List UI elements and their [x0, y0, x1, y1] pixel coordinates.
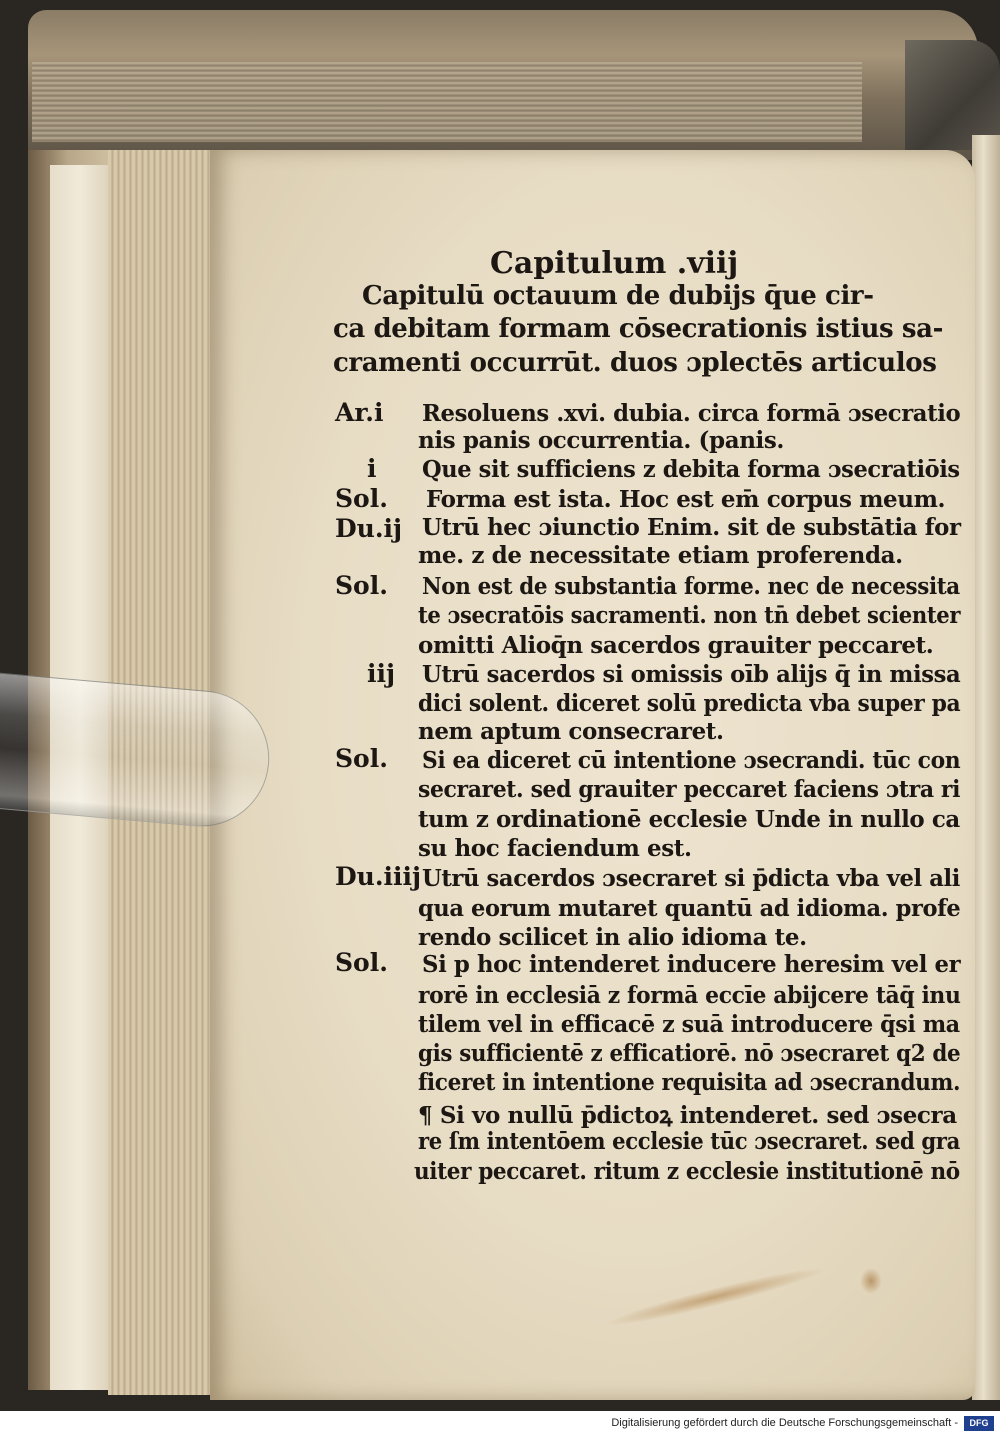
body-line: dici solent. diceret solū predicta vba super pa: [418, 690, 961, 717]
body-line: tum z ordinationē ecclesie Unde in nullo ca: [418, 806, 960, 833]
page-right-edge: [972, 135, 1000, 1400]
body-line: ¶ Si vo nullū p̄dictoꝝ intenderet. sed ɔsecra: [418, 1102, 957, 1129]
footer-bar: [0, 1411, 1000, 1439]
body-line: rorē in ecclesiā z formā eccīe abijcere tāq̄ inu: [418, 982, 961, 1009]
page-edges-top: [32, 62, 862, 142]
body-line: uiter peccaret. ritum z ecclesie institutionē nō: [414, 1158, 960, 1185]
body-line: su hoc faciendum est.: [418, 835, 692, 862]
margin-label-solution: Sol.: [335, 571, 388, 600]
body-line: Non est de substantia forme. nec de necessita: [422, 573, 960, 600]
body-line: Que sit sufficiens z debita forma ɔsecratiōis: [422, 456, 960, 483]
body-line: nis panis occurrentia. (panis.: [418, 427, 785, 454]
body-line: Resoluens .xvi. dubia. circa formā ɔsecratio: [422, 400, 961, 427]
body-line: Utrū sacerdos si omissis oīb alijs q̄ in missa: [422, 661, 961, 688]
body-line: nem aptum consecraret.: [418, 718, 724, 745]
margin-label-solution: Sol.: [335, 484, 388, 513]
body-line: re ſm intentōem ecclesie tūc ɔsecraret. sed gra: [418, 1128, 960, 1155]
margin-label-question: iij: [367, 659, 396, 688]
body-line: Si ea diceret cū intentione ɔsecrandi. tūc con: [422, 747, 961, 774]
body-line: me. z de necessitate etiam proferenda.: [418, 542, 903, 569]
body-line: omitti Alioq̄n sacerdos grauiter peccaret.: [418, 632, 934, 659]
margin-label-doubt: Du.iiij: [335, 862, 422, 891]
funding-credit: Digitalisierung gefördert durch die Deutsche Forschungsgemeinschaft -: [611, 1417, 958, 1429]
dfg-logo-icon: DFG: [964, 1416, 994, 1431]
body-line: Forma est ista. Hoc est em̄ corpus meum.: [426, 486, 946, 513]
margin-label-solution: Sol.: [335, 948, 388, 977]
body-line: te ɔsecratōis sacramenti. non tn̄ debet scienter: [418, 602, 961, 629]
body-line: gis sufficientē z efficatiorē. nō ɔsecraret q2 de: [418, 1040, 961, 1067]
page-stain: [860, 1268, 882, 1294]
body-line: Si p hoc intenderet inducere heresim vel er: [422, 951, 961, 978]
margin-label-doubt: Du.ij: [335, 514, 403, 543]
body-line: ficeret in intentione requisita ad ɔsecrandum.: [418, 1069, 961, 1096]
body-line: secraret. sed grauiter peccaret faciens ɔtra ri: [418, 776, 961, 803]
intro-line: Capitulū octauum de dubijs q̄ue cir-: [362, 281, 874, 311]
body-line: Utrū sacerdos ɔsecraret si p̄dicta vba vel ali: [422, 865, 960, 892]
margin-label-article: Ar.i: [335, 398, 384, 427]
intro-line: cramenti occurrūt. duos ɔplectēs articulos: [333, 348, 937, 378]
chapter-heading: Capitulum .viij: [490, 246, 739, 281]
body-line: tilem vel in efficacē z suā introducere q̄si ma: [418, 1011, 960, 1038]
book-cover-corner: [905, 40, 1000, 150]
body-line: qua eorum mutaret quantū ad idioma. profe: [418, 895, 961, 922]
intro-line: ca debitam formam cōsecrationis istius sa-: [333, 314, 943, 344]
body-line: rendo scilicet in alio idioma te.: [418, 924, 807, 951]
body-line: Utrū hec ɔiunctio Enim. sit de substātia for: [422, 514, 961, 541]
margin-label-question: i: [367, 454, 377, 483]
margin-label-solution: Sol.: [335, 744, 388, 773]
